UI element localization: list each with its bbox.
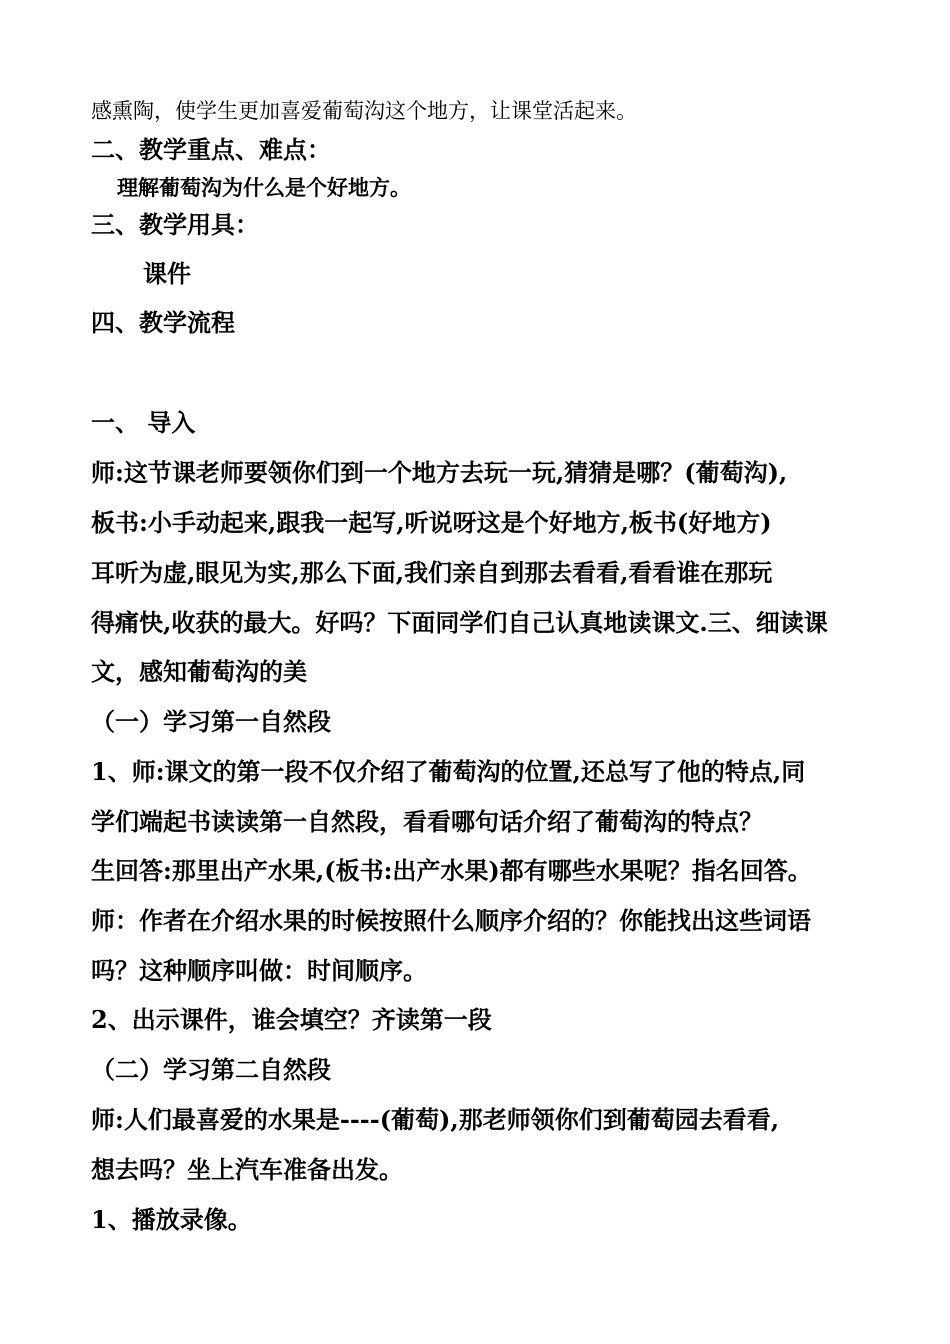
paragraph-line: 板书:小手动起来,跟我一起写,听说呀这是个好地方,板书(好地方) [91,508,772,537]
paragraph-line: 2、出示课件，谁会填空？齐读第一段 [91,1005,492,1034]
paragraph-line: 生回答:那里出产水果,(板书:出产水果)都有哪些水果呢？指名回答。 [91,856,812,885]
heading-teaching-process: 四、教学流程 [91,308,235,337]
subsection-first-paragraph: （一）学习第一自然段 [91,707,331,736]
paragraph-line: 得痛快,收获的最大。好吗？下面同学们自己认真地读课文.三、细读课 [91,608,828,637]
paragraph-line: 师：作者在介绍水果的时候按照什么顺序介绍的？你能找出这些词语 [91,906,811,935]
paragraph-line: 学们端起书读读第一自然段，看看哪句话介绍了葡萄沟的特点？ [91,807,763,836]
section-introduction: 一、 导入 [91,408,196,437]
paragraph-line: 1、师:课文的第一段不仅介绍了葡萄沟的位置,还总写了他的特点,同 [91,757,806,786]
paragraph-line: 想去吗？坐上汽车准备出发。 [91,1155,403,1184]
paragraph-line: 师:人们最喜爱的水果是----(葡萄),那老师领你们到葡萄园去看看, [91,1105,780,1134]
subsection-second-paragraph: （二）学习第二自然段 [91,1055,331,1084]
intro-continuation: 感熏陶，使学生更加喜爱葡萄沟这个地方，让课堂活起来。 [91,99,637,123]
paragraph-line: 师:这节课老师要领你们到一个地方去玩一玩,猜猜是哪？(葡萄沟), [91,458,788,487]
paragraph-line: 1、播放录像。 [91,1205,252,1234]
paragraph-line: 耳听为虚,眼见为实,那么下面,我们亲自到那去看看,看看谁在那玩 [91,558,773,587]
paragraph-line: 文，感知葡萄沟的美 [91,657,307,686]
paragraph-line: 吗？这种顺序叫做：时间顺序。 [91,956,427,985]
teaching-tool-item: 课件 [143,259,191,288]
heading-teaching-tools: 三、教学用具： [91,210,259,239]
key-point-text: 理解葡萄沟为什么是个好地方。 [117,175,411,200]
heading-key-points: 二、教学重点、难点： [91,135,331,164]
